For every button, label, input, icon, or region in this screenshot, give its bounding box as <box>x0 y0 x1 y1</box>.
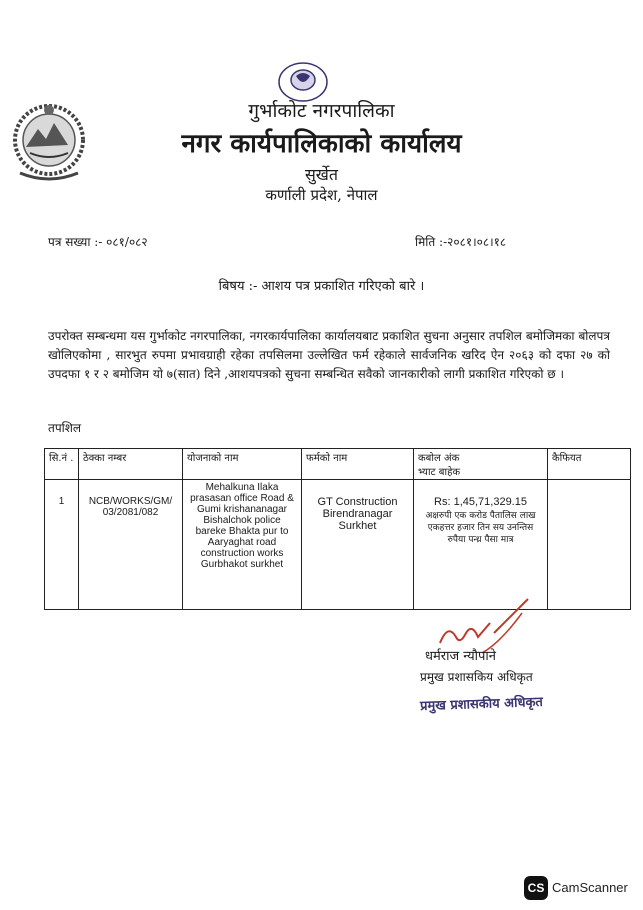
camscanner-logo-icon: CS <box>524 876 548 900</box>
table-header-row <box>45 449 631 480</box>
signatory-title: प्रमुख प्रशासकिय अधिकृत <box>420 670 533 684</box>
province-name: कर्णाली प्रदेश, नेपाल <box>265 186 378 204</box>
table-row <box>45 480 631 610</box>
header-contract-no: ठेक्का नम्बर <box>79 449 183 480</box>
office-title: नगर कार्यपालिकाको कार्यालय <box>181 129 462 159</box>
stamp-seal-icon <box>276 58 330 102</box>
cell-project: Mehalkuna Ilaka prasasan office Road & Gumi krishananagar Bishalchok police bareke Bhakta pur to Aaryaghat road construction works Gurbhakot surkhet <box>183 480 302 610</box>
amount-figure: Rs: 1,45,71,329.15 <box>434 496 527 508</box>
cell-contract-no: NCB/WORKS/GM/ 03/2081/082 <box>79 480 183 610</box>
details-label: तपशिल <box>48 421 82 435</box>
amount-in-words: अक्षरुपी एक करोड पैतालिस लाख एकहत्तर हजार तिन सय उनन्तिस रुपैया पन्ध्र पैसा मात्र <box>425 511 536 545</box>
letter-date: मिति :-२०८१।०८।१८ <box>415 235 507 249</box>
bid-table <box>44 448 631 610</box>
municipality-name: गुर्भाकोट नगरपालिका <box>248 100 395 122</box>
header-sn: सि.नं . <box>45 449 79 480</box>
official-stamp: प्रमुख प्रशासकीय अधिकृत <box>419 694 544 715</box>
camscanner-watermark: CamScanner <box>552 880 628 895</box>
cell-amount <box>414 480 548 610</box>
header-firm: फर्मको नाम <box>302 449 414 480</box>
header-amount: कबोल अंक भ्याट बाहेक <box>414 449 548 480</box>
signatory-name: धर्मराज न्यौपाने <box>425 649 496 664</box>
header-project: योजनाको नाम <box>183 449 302 480</box>
cell-sn: 1 <box>45 480 79 610</box>
district-name: सुर्खेत <box>304 165 339 184</box>
header-remarks: कैफियत <box>548 449 631 480</box>
reference-number: पत्र सख्या :- ०८१/०८२ <box>48 235 148 249</box>
cell-firm: GT Construction Birendranagar Surkhet <box>302 480 414 610</box>
cell-remarks <box>548 480 631 610</box>
letter-subject: बिषय :- आशय पत्र प्रकाशित गरिएको बारे । <box>218 279 425 294</box>
letter-body: उपरोक्त सम्बन्धमा यस गुर्भाकोट नगरपालिका, नगरकार्यपालिका कार्यालयबाट प्रकाशित सुचना अनुसार तपशिल बमोजिमका बोलपत्र खोलिएकोमा , सारभुत रुपमा प्रभावग्राही रहेका तपसिलमा उल्लेखित फर्म रहेकाले सार्वजनिक खरिद ऐन २०६३ को दफा २७ को उपदफा १ र २ बमोजिम यो ७(सात) दिने ,आशयपत्रको सुचना सम्बन्धित सवैको जानकारीको लागी प्रकाशित गरिएको छ । <box>48 329 610 381</box>
